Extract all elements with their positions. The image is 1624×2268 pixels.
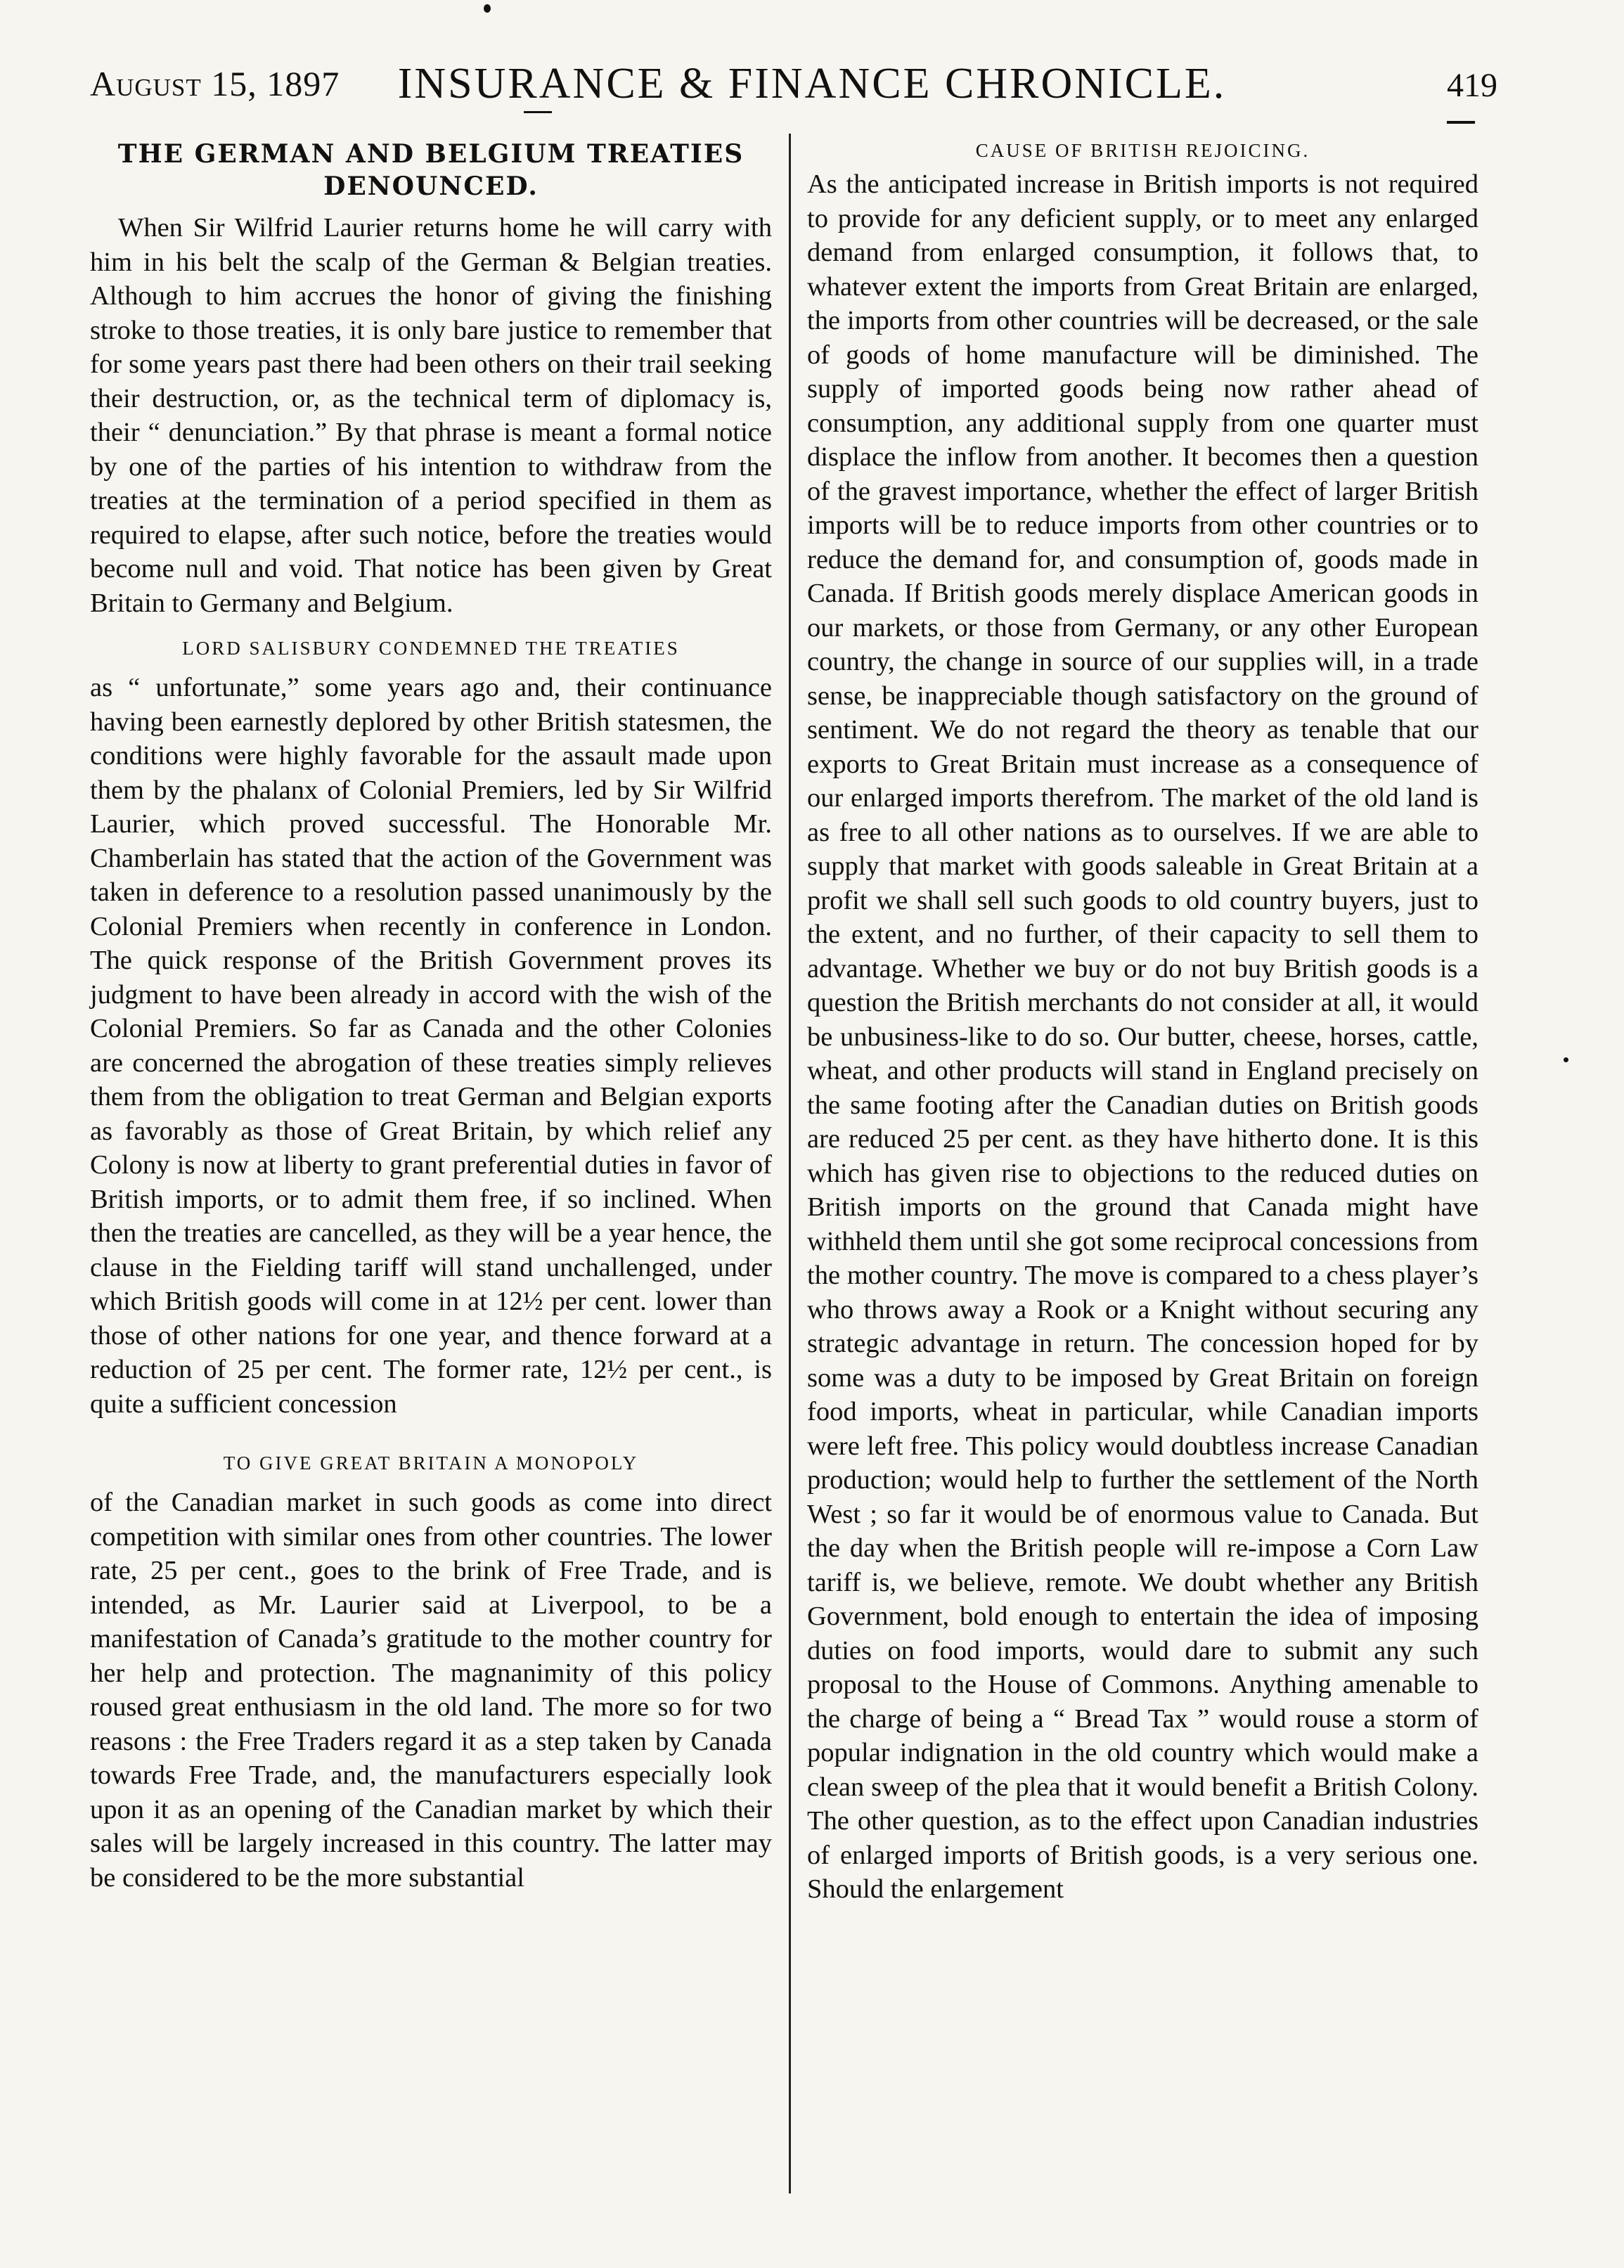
right-column (807, 134, 1478, 1907)
page-number: 419 (1447, 67, 1497, 104)
article-headline: THE GERMAN AND BELGIUM TREATIES DENOUNCED. (117, 139, 745, 201)
ink-speck (1564, 1057, 1568, 1062)
publication-title: INSURANCE & FINANCE CHRONICLE. (397, 60, 1227, 108)
left-column (90, 134, 772, 1895)
article-paragraph: When Sir Wilfrid Laurier returns home he will carry with him in his belt the scalp of the German & Belgian treaties. Although to him accrues the honor of giving the finishing stroke to those treaties, it is only bare justice to remember that for some years past there had been others on their trail seeking their destruction, or, as the technical term of diplomacy is, their “ denunciation.” By that phrase is meant a formal notice by one of the parties of his intention to withdraw from the treaties at the termination of a period specified in them as required to elapse, after such notice, before the treaties would become null and void. That notice has been given by Great Britain to Germany and Belgium. (90, 213, 772, 618)
column-divider (789, 134, 791, 2193)
section-subhead: TO GIVE GREAT BRITAIN A MONOPOLY (223, 1452, 639, 1474)
ink-speck (484, 4, 491, 13)
section-subhead: LORD SALISBURY CONDEMNED THE TREATIES (182, 638, 680, 659)
article-paragraph: As the anticipated increase in British imports is not required to provide for any deficient supply, or to meet any enlarged demand from enlarged consumption, it follows that, to whatever extent the imports from Great Britain are enlarged, the imports from other countries will be decreased, or the sale of goods of home manufacture will be diminished. The supply of imported goods being now rather ahead of consumption, any additional supply from one quarter must displace the inflow from another. It becomes then a question of the gravest importance, whether the effect of larger British imports will be to reduce imports from other countries or to reduce the demand for, and consumption of, goods made in Canada. If British goods merely displace American goods in our markets, or those from Germany, or any other European country, the change in source of our supplies will, in a trade sense, be inappreciable though satisfactory on the ground of sentiment. We do not regard the theory as tenable that our exports to Great Britain must increase as a consequence of our enlarged imports therefrom. The market of the old land is as free to all other nations as to ourselves. If we are able to supply that market with goods saleable in Great Britain at a profit we shall sell such goods to old country buyers, just to the extent, and no further, of their capacity to sell them to advantage. Whether we buy or do not buy British goods is a question the British merchants do not consider at all, it would be unbusiness-like to do so. Our butter, cheese, horses, cattle, wheat, and other products will stand in England precisely on the same footing after the Canadian duties on British goods are reduced 25 per cent. as they have hitherto done. It is this which has given rise to objections to the reduced duties on British imports on the ground that Canada might have withheld them until she got some reciprocal concessions from the mother country. The move is compared to a chess player’s who throws away a Rook or a Knight without securing any strategic advantage in return. The concession hoped for by some was a duty to be imposed by Great Britain on foreign food imports, wheat in particular, while Canadian imports were left free. This policy would doubtless increase Canadian production; would help to further the settlement of the North West ; so far it would be of enormous value to Canada. But the day when the British people will re-impose a Corn Law tariff is, we believe, remote. We doubt whether any British Government, bold enough to entertain the idea of imposing duties on food imports, would dare to submit any such proposal to the House of Commons. Anything amenable to the charge of being a “ Bread Tax ” would rouse a storm of popular indignation in the old country which would make a clean sweep of the plea that it would benefit a British Colony. The other question, as to the effect upon Canadian industries of enlarged imports of British goods, is a very serious one. Should the enlargement (807, 169, 1478, 1904)
page-header (0, 42, 1624, 127)
page-number-rule (1447, 121, 1475, 124)
article-paragraph: as “ unfortunate,” some years ago and, their continuance having been earnestly deplored by other British statesmen, the conditions were highly favorable for the assault made upon them by the phalanx of Colonial Premiers, led by Sir Wilfrid Laurier, which proved successful. The Honorable Mr. Chamberlain has stated that the action of the Government was taken in deference to a resolution passed unanimously by the Colonial Premiers when recently in conference in London. The quick response of the British Government proves its judgment to have been already in accord with the wish of the Colonial Premiers. So far as Canada and the other Colonies are concerned the abrogation of these treaties simply relieves them from the obligation to treat German and Belgian exports as favorably as those of Great Britain, by which relief any Colony is now at liberty to grant preferential duties in favor of British imports, or to admit them free, if so inclined. When then the treaties are cancelled, as they will be a year hence, the clause in the Fielding tariff will stand unchallenged, under which British goods will come in at 12½ per cent. lower than those of other nations for one year, and thence forward at a reduction of 25 per cent. The former rate, 12½ per cent., is quite a sufficient concession (90, 673, 772, 1419)
issue-date: August 15, 1897 (90, 64, 340, 103)
article-paragraph: of the Canadian market in such goods as come into direct competition with similar ones from other countries. The lower rate, 25 per cent., goes to the brink of Free Trade, and is intended, as Mr. Laurier said at Liverpool, to be a manifestation of Canada’s gratitude to the mother country for her help and protection. The magnanimity of this policy roused great enthusiasm in the old land. The more so for two reasons : the Free Traders regard it as a step taken by Canada towards Free Trade, and, the manufacturers especially look upon it as an opening of the Canadian market by which their sales will be largely increased in this country. The latter may be considered to be the more substantial (90, 1488, 772, 1893)
header-rule (524, 111, 552, 113)
section-subhead: CAUSE OF BRITISH REJOICING. (975, 140, 1310, 161)
